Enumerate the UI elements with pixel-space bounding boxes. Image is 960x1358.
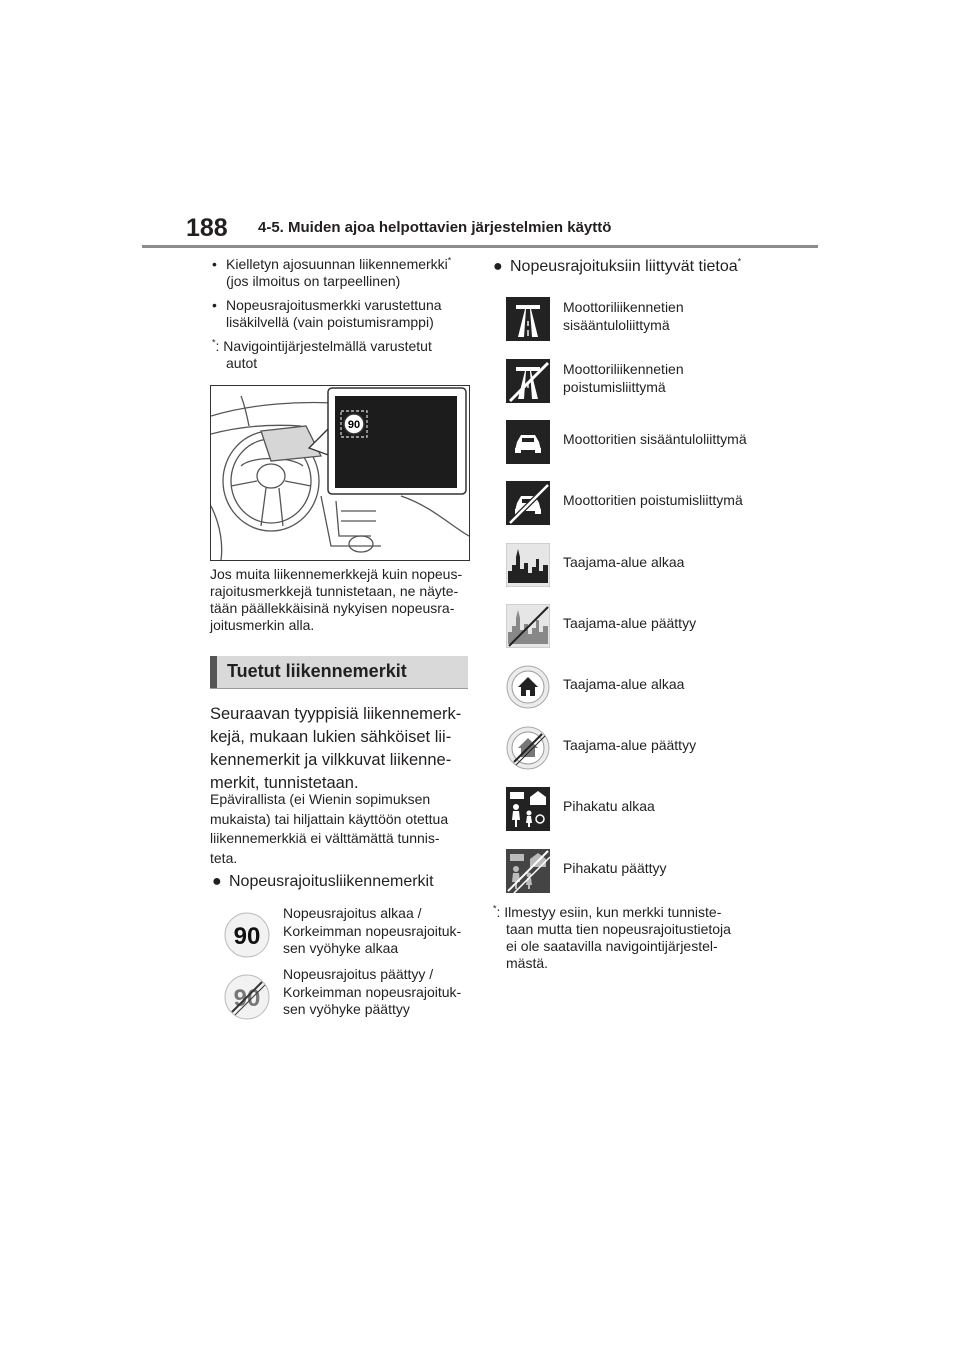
expressway-exit-icon [506, 481, 550, 525]
speed-limit-start-label: Nopeusrajoitus alkaa / Korkeimman nopeusrajoituk- sen vyöhyke alkaa [283, 905, 462, 956]
town-end-icon [506, 604, 550, 648]
footnote-marker: * [737, 256, 742, 267]
living-street-end-icon [506, 849, 550, 893]
section-rule [210, 688, 468, 689]
speed-number: 90 [233, 985, 261, 1012]
chapter-title: 4-5. Muiden ajoa helpottavien järjestelmien käyttö [258, 219, 612, 236]
footnote-text: : Navigointijärjestelmällä varustetut [215, 338, 432, 354]
living-street-start-label: Pihakatu alkaa [563, 798, 655, 814]
speed-number: 90 [233, 923, 261, 950]
bullet-text: Kielletyn ajosuunnan liikennemerkki [226, 256, 448, 272]
town-start-round-label: Taajama-alue alkaa [563, 676, 685, 692]
motorway-exit-icon [506, 359, 550, 403]
footnote-marker: * [447, 255, 452, 266]
motorway-entry-label: Moottoriliikennetien sisääntuloliittymä [563, 299, 684, 333]
cockpit-drawing [211, 386, 469, 560]
footnote-text-line2: autot [226, 355, 258, 371]
bullet-text: Nopeusrajoitusmerkki varustettuna [226, 297, 442, 313]
bullet-text-line2: lisäkilvellä (vain poistumisramppi) [226, 314, 434, 330]
town-start-icon [506, 543, 550, 587]
subheading-speed-info: ● Nopeusrajoituksiin liittyvät tietoa* [493, 256, 742, 275]
illustration-caption: Jos muita liikennemerkkejä kuin nopeus- rajoitusmerkkejä tunnistetaan, ne näyte- tään päällekkäisinä nykyisen nopeusra- joitusmerkin alla. [210, 566, 463, 633]
motorway-exit-label: Moottoriliikennetien poistumisliittymä [563, 361, 684, 395]
footnote [212, 338, 472, 374]
speed-limit-start-sign [224, 912, 270, 958]
display-speed-value: 90 [347, 419, 361, 431]
header-rule [142, 245, 818, 248]
dashboard-illustration [210, 385, 470, 561]
speed-limit-end-sign [224, 974, 270, 1020]
page-number: 188 [186, 214, 228, 242]
footnote-marker: * [493, 903, 497, 914]
motorway-entry-icon [506, 297, 550, 341]
bullet-icon: ● [212, 873, 222, 890]
town-end-round-icon [506, 726, 550, 770]
expressway-entry-icon [506, 420, 550, 464]
footnote-marker: * [212, 337, 216, 348]
expressway-entry-label: Moottoritien sisääntuloliittymä [563, 431, 747, 447]
town-start-round-icon [506, 665, 550, 709]
section-heading: Tuetut liikennemerkit [210, 656, 468, 688]
expressway-exit-label: Moottoritien poistumisliittymä [563, 492, 743, 508]
town-start-label: Taajama-alue alkaa [563, 554, 685, 570]
subheading-speed-signs: ● Nopeusrajoitusliikennemerkit [212, 873, 434, 890]
town-end-round-label: Taajama-alue päättyy [563, 737, 697, 753]
living-street-start-icon [506, 787, 550, 831]
bullet-text-line2: (jos ilmoitus on tarpeellinen) [226, 273, 401, 289]
bullet-item: • Nopeusrajoitusmerkki varustettuna lisäkilvellä (vain poistumisramppi) [212, 297, 442, 330]
bullet-icon: ● [493, 258, 503, 275]
note-paragraph: Epävirallista (ei Wienin sopimuksen mukaista) tai hiljattain käyttöön otettua liikennemerkkiä ei välttämättä tunnis- teta. [210, 791, 449, 866]
living-street-end-label: Pihakatu päättyy [563, 860, 667, 876]
town-end-label: Taajama-alue päättyy [563, 615, 697, 631]
intro-paragraph: Seuraavan tyyppisiä liikennemerk- kejä, mukaan lukien sähköiset lii- kennemerkit ja vilkkuvat liikenne- merkit, tunnistetaan. [210, 705, 462, 792]
bullet-item: • Kielletyn ajosuunnan liikennemerkki* (jos ilmoitus on tarpeellinen) [212, 255, 452, 289]
speed-limit-end-label: Nopeusrajoitus päättyy / Korkeimman nopeusrajoituk- sen vyöhyke päättyy [283, 966, 462, 1017]
footnote-right: *: Ilmestyy esiin, kun merkki tunniste- taan mutta tien nopeusrajoitustietoja ei ole saatavilla navigointijärjestel- mästä. [493, 903, 731, 971]
